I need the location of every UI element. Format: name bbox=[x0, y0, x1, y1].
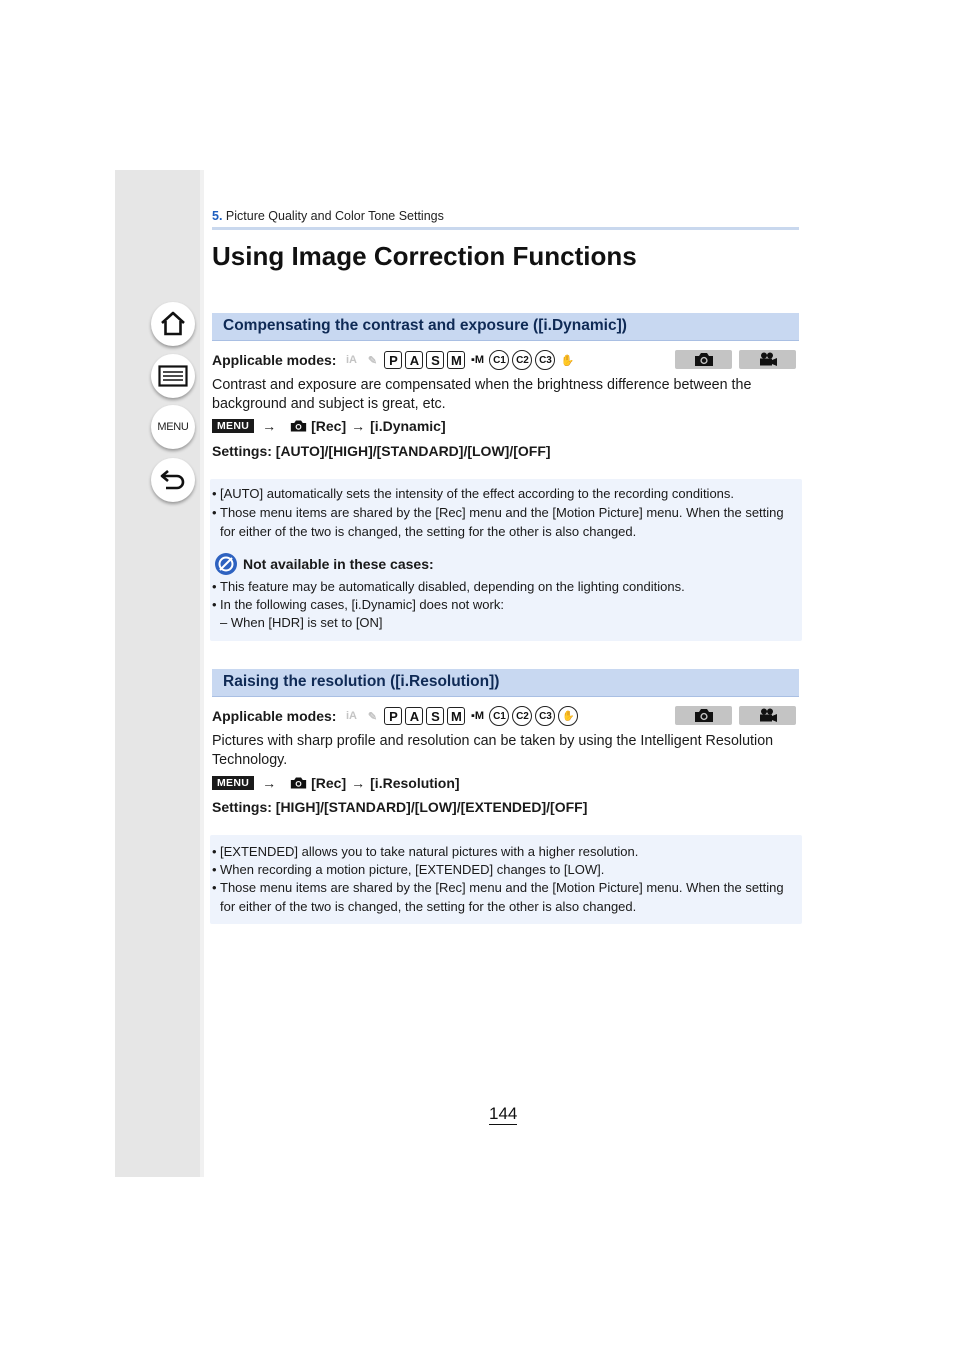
mode-p: P bbox=[384, 351, 402, 369]
menu-path-idynamic bbox=[212, 417, 446, 435]
not-available-title: Not available in these cases: bbox=[243, 556, 434, 572]
mode-m: M bbox=[447, 351, 465, 369]
contents-button[interactable] bbox=[151, 354, 195, 398]
menu-badge: MENU bbox=[212, 419, 254, 433]
sub-list-item: – When [HDR] is set to [ON] bbox=[220, 615, 383, 630]
sidebar-edge bbox=[200, 170, 204, 1177]
back-arrow-icon bbox=[159, 467, 187, 493]
video-tag bbox=[739, 706, 796, 725]
mode-p: P bbox=[384, 707, 402, 725]
list-icon bbox=[158, 365, 188, 387]
creative-video-mode-icon: ▪M bbox=[470, 354, 484, 366]
list-item: • This feature may be automatically disabled, depending on the lighting conditions. bbox=[212, 579, 685, 594]
movie-camera-icon bbox=[758, 352, 778, 367]
list-item: • Those menu items are shared by the [Rec] menu and the [Motion Picture] menu. When the setting for either of the two is changed, the setting for the other is also changed. bbox=[212, 505, 784, 539]
path-item: [i.Dynamic] bbox=[370, 418, 446, 434]
mode-ia-plus-icon: ✎ bbox=[367, 354, 378, 367]
path-rec: [Rec] bbox=[311, 418, 347, 434]
idynamic-notes bbox=[210, 479, 802, 641]
iresolution-description: Pictures with sharp profile and resolution can be taken by using the Intelligent Resolution Technology. bbox=[212, 733, 774, 768]
mode-a: A bbox=[405, 351, 423, 369]
path-rec: [Rec] bbox=[311, 775, 347, 791]
rec-camera-icon bbox=[290, 776, 307, 790]
mode-ia: iA bbox=[345, 354, 357, 366]
mode-s: S bbox=[426, 707, 444, 725]
breadcrumb bbox=[212, 209, 444, 223]
mode-c1: C1 bbox=[489, 350, 509, 370]
menu-button-label: MENU bbox=[157, 421, 189, 433]
recording-types bbox=[675, 706, 796, 725]
menu-button[interactable] bbox=[151, 405, 195, 449]
page-number: 144 bbox=[489, 1104, 518, 1123]
menu-path-iresolution bbox=[212, 774, 460, 792]
list-item: • When recording a motion picture, [EXTENDED] changes to [LOW]. bbox=[212, 862, 605, 877]
breadcrumb-text: Picture Quality and Color Tone Settings bbox=[225, 209, 444, 223]
mode-c3: C3 bbox=[535, 706, 555, 726]
section-heading-text: Raising the resolution ([i.Resolution]) bbox=[223, 673, 500, 690]
camera-icon bbox=[694, 352, 714, 367]
creative-control-icon: ✋ bbox=[560, 354, 575, 367]
mode-c2: C2 bbox=[512, 350, 532, 370]
video-tag bbox=[739, 350, 796, 369]
mode-ia: iA bbox=[345, 710, 357, 722]
list-item: • [AUTO] automatically sets the intensity of the effect according to the recording conditions. bbox=[212, 486, 735, 501]
path-arrow: → bbox=[262, 775, 277, 791]
breadcrumb-number: 5. bbox=[212, 209, 223, 223]
idynamic-description: Contrast and exposure are compensated when the brightness difference between the background and subject is great, etc. bbox=[212, 377, 752, 412]
list-item: • [EXTENDED] allows you to take natural pictures with a higher resolution. bbox=[212, 844, 639, 859]
applicable-modes bbox=[212, 705, 581, 727]
path-arrow-2: → bbox=[351, 775, 366, 791]
section-heading-iresolution bbox=[212, 669, 799, 697]
mode-c3: C3 bbox=[535, 350, 555, 370]
home-button[interactable] bbox=[151, 302, 195, 346]
idynamic-settings: Settings: [AUTO]/[HIGH]/[STANDARD]/[LOW]/[OFF] bbox=[212, 443, 551, 459]
section-heading-text: Compensating the contrast and exposure ([i.Dynamic]) bbox=[223, 317, 627, 334]
photo-tag bbox=[675, 350, 732, 369]
not-available-heading bbox=[214, 552, 434, 576]
mode-c2: C2 bbox=[512, 706, 532, 726]
iresolution-settings: Settings: [HIGH]/[STANDARD]/[LOW]/[EXTENDED]/[OFF] bbox=[212, 799, 588, 815]
header-rule bbox=[212, 227, 799, 230]
movie-camera-icon bbox=[758, 708, 778, 723]
mode-ia-plus-icon: ✎ bbox=[367, 710, 378, 723]
mode-a: A bbox=[405, 707, 423, 725]
home-icon bbox=[159, 311, 187, 337]
page-title: Using Image Correction Functions bbox=[212, 241, 637, 271]
path-item: [i.Resolution] bbox=[370, 775, 460, 791]
path-arrow: → bbox=[262, 418, 277, 434]
section-heading-idynamic bbox=[212, 313, 799, 341]
creative-video-mode-icon: ▪M bbox=[470, 710, 484, 722]
modes-label: Applicable modes: bbox=[212, 708, 337, 724]
list-item: • In the following cases, [i.Dynamic] does not work: bbox=[212, 597, 504, 612]
mode-c1: C1 bbox=[489, 706, 509, 726]
photo-tag bbox=[675, 706, 732, 725]
mode-m: M bbox=[447, 707, 465, 725]
camera-icon bbox=[694, 708, 714, 723]
prohibited-icon bbox=[214, 552, 238, 576]
recording-types bbox=[675, 350, 796, 369]
rec-camera-icon bbox=[290, 419, 307, 433]
list-item: • Those menu items are shared by the [Rec] menu and the [Motion Picture] menu. When the setting for either of the two is changed, the setting for the other is also changed. bbox=[212, 880, 784, 914]
menu-badge: MENU bbox=[212, 776, 254, 790]
back-button[interactable] bbox=[151, 458, 195, 502]
creative-control-icon: ✋ bbox=[558, 706, 578, 726]
iresolution-notes bbox=[210, 835, 802, 924]
mode-s: S bbox=[426, 351, 444, 369]
modes-label: Applicable modes: bbox=[212, 352, 337, 368]
applicable-modes bbox=[212, 349, 579, 371]
path-arrow-2: → bbox=[351, 418, 366, 434]
